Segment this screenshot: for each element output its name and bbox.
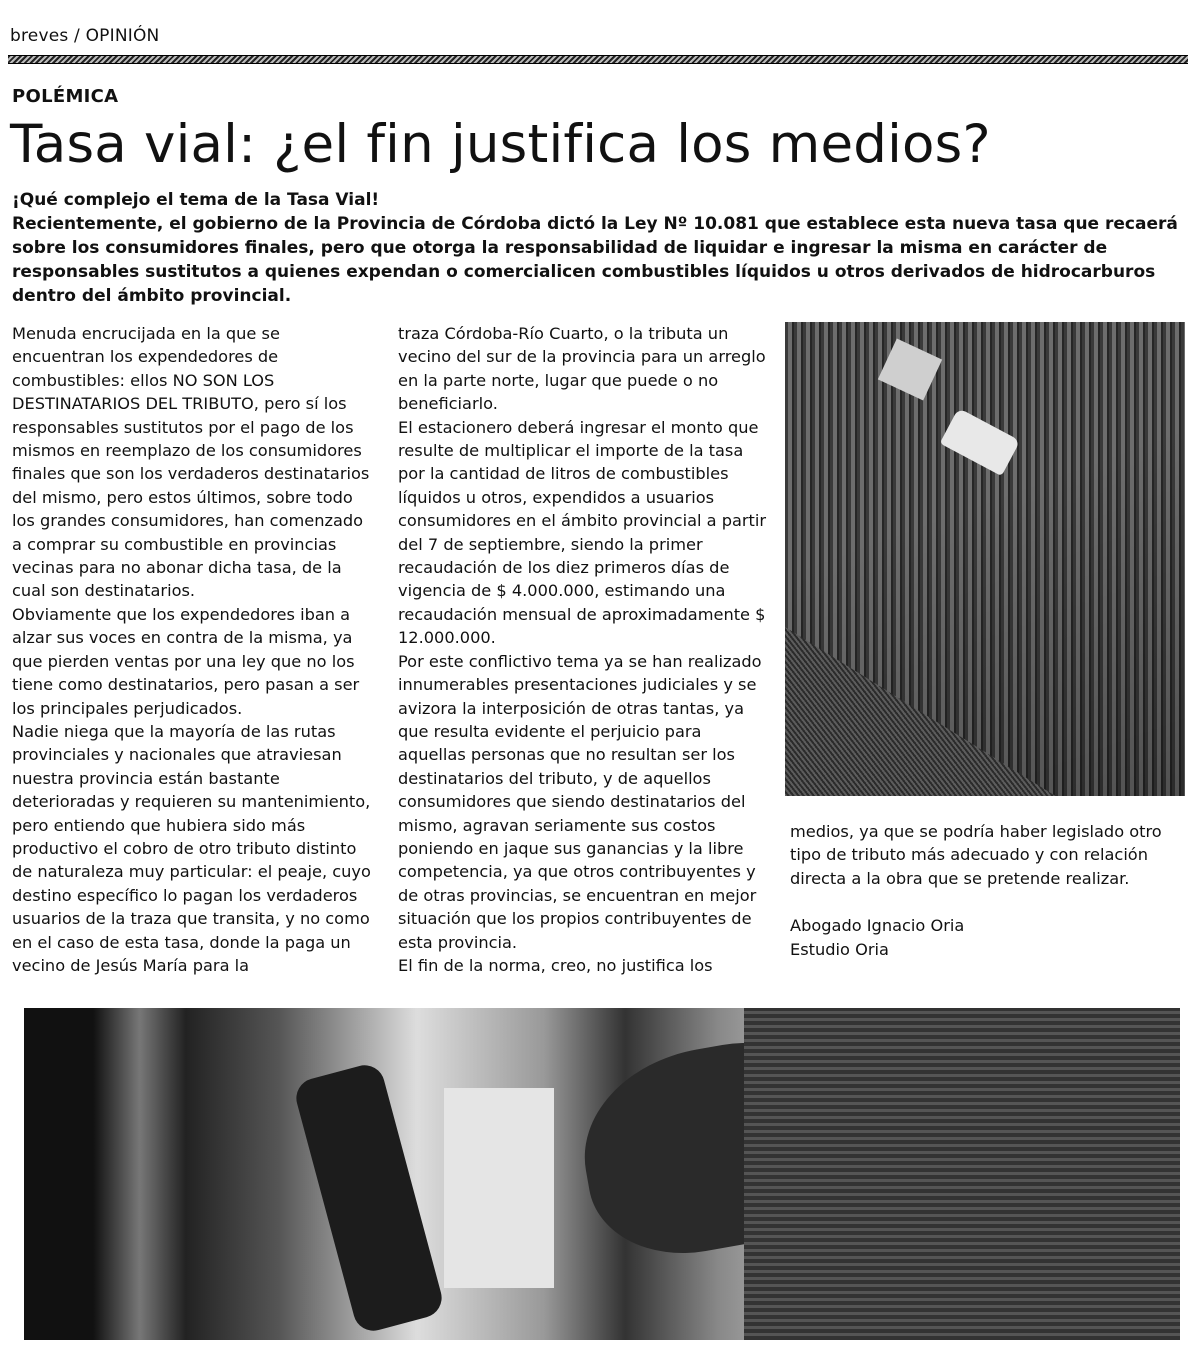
fuel-tank-shape <box>744 1008 1180 1340</box>
author-firm: Estudio Oria <box>790 939 889 959</box>
lead-line-2: Recientemente, el gobierno de la Provincia de Córdoba dictó la Ley Nº 10.081 que establece esta nueva tasa que recaerá sobre los consumidores finales, pero que otorga la responsabilidad de liquidar e ingresar la misma en carácter de responsables sustitutos a quienes expendan o comercialicen combustibles líquidos u otros derivados de hidrocarburos dentro del ámbito provincial. <box>12 214 1178 306</box>
paragraph: medios, ya que se podría haber legislado otro tipo de tributo más adecuado y con relación directa a la obra que se pretende realizar. <box>790 822 1162 888</box>
pump-nozzle-shape <box>292 1061 446 1335</box>
lead-paragraph <box>12 188 1182 308</box>
lead-line-1: ¡Qué complejo el tema de la Tasa Vial! <box>12 190 380 210</box>
article-column-2 <box>398 322 770 977</box>
section-label: breves / OPINIÓN <box>10 26 160 46</box>
road-surface <box>785 552 1185 796</box>
paragraph: Menuda encrucijada en la que se encuentran los expendedores de combustibles: ellos NO SON LOS DESTINATARIOS DEL TRIBUTO, pero sí los responsables sustitutos por el pago de los mismos en reemplazo de los consumidores finales que son los verdaderos destinatarios del mismo, pero estos últimos, sobre todo los grandes consumidores, han comenzado a comprar su combustible en provincias vecinas para no abonar dicha tasa, de la cual son destinatarios. <box>12 324 370 601</box>
truck-shape <box>878 339 942 401</box>
author-name: Abogado Ignacio Oria <box>790 916 965 936</box>
paragraph: El fin de la norma, creo, no justifica los <box>398 955 713 975</box>
paragraph: El estacionero deberá ingresar el monto que resulte de multiplicar el importe de la tasa por la cantidad de litros de combustibles líquidos u otros, expendidos a usuarios consumidores en el ámbito provincial a partir del 7 de septiembre, siendo la primer recaudación de los diez primeros días de vigencia de $ 4.000.000, estimando una recaudación mensual de aproximadamente $ 12.000.000. <box>398 417 767 648</box>
paragraph: traza Córdoba-Río Cuarto, o la tributa un vecino del sur de la provincia para un arreglo en la parte norte, lugar que puede o no beneficiarlo. <box>398 324 766 414</box>
fuel-pump-photo <box>24 1008 1180 1340</box>
pump-panel-shape <box>444 1088 554 1288</box>
article-column-3 <box>790 820 1165 961</box>
paragraph: Por este conflictivo tema ya se han realizado innumerables presentaciones judiciales y se avizora la interposición de otras tantas, ya que resulta evidente el perjuicio para aquellas personas que no resultan ser los destinatarios del tributo, y de aquellos consumidores que siendo destinatarios del mismo, agravan seriamente sus costos poniendo en jaque sus ganancias y la libre competencia, ya que otros contribuyentes y de otras provincias, se encuentran en mejor situación que los propios contribuyentes de esta provincia. <box>398 651 762 952</box>
kicker: POLÉMICA <box>12 86 119 107</box>
paragraph: Obviamente que los expendedores iban a alzar sus voces en contra de la misma, ya que pierden ventas por una ley que no los tiene como destinatarios, pero pasan a ser los principales perjudicados. <box>12 604 360 718</box>
headline: Tasa vial: ¿el fin justifica los medios? <box>10 114 991 175</box>
road-photo <box>785 322 1185 796</box>
paragraph: Nadie niega que la mayoría de las rutas provinciales y nacionales que atraviesan nuestra provincia están bastante deterioradas y requieren su mantenimiento, pero entiendo que hubiera sido más productivo el cobro de otro tributo distinto de naturaleza muy particular: el peaje, cuyo destino específico lo pagan los verdaderos usuarios de la traza que transita, y no como en el caso de esta tasa, donde la paga un vecino de Jesús María para la <box>12 721 371 975</box>
header-rule <box>8 55 1188 64</box>
article-column-1 <box>12 322 374 977</box>
car-shape <box>940 408 1021 476</box>
